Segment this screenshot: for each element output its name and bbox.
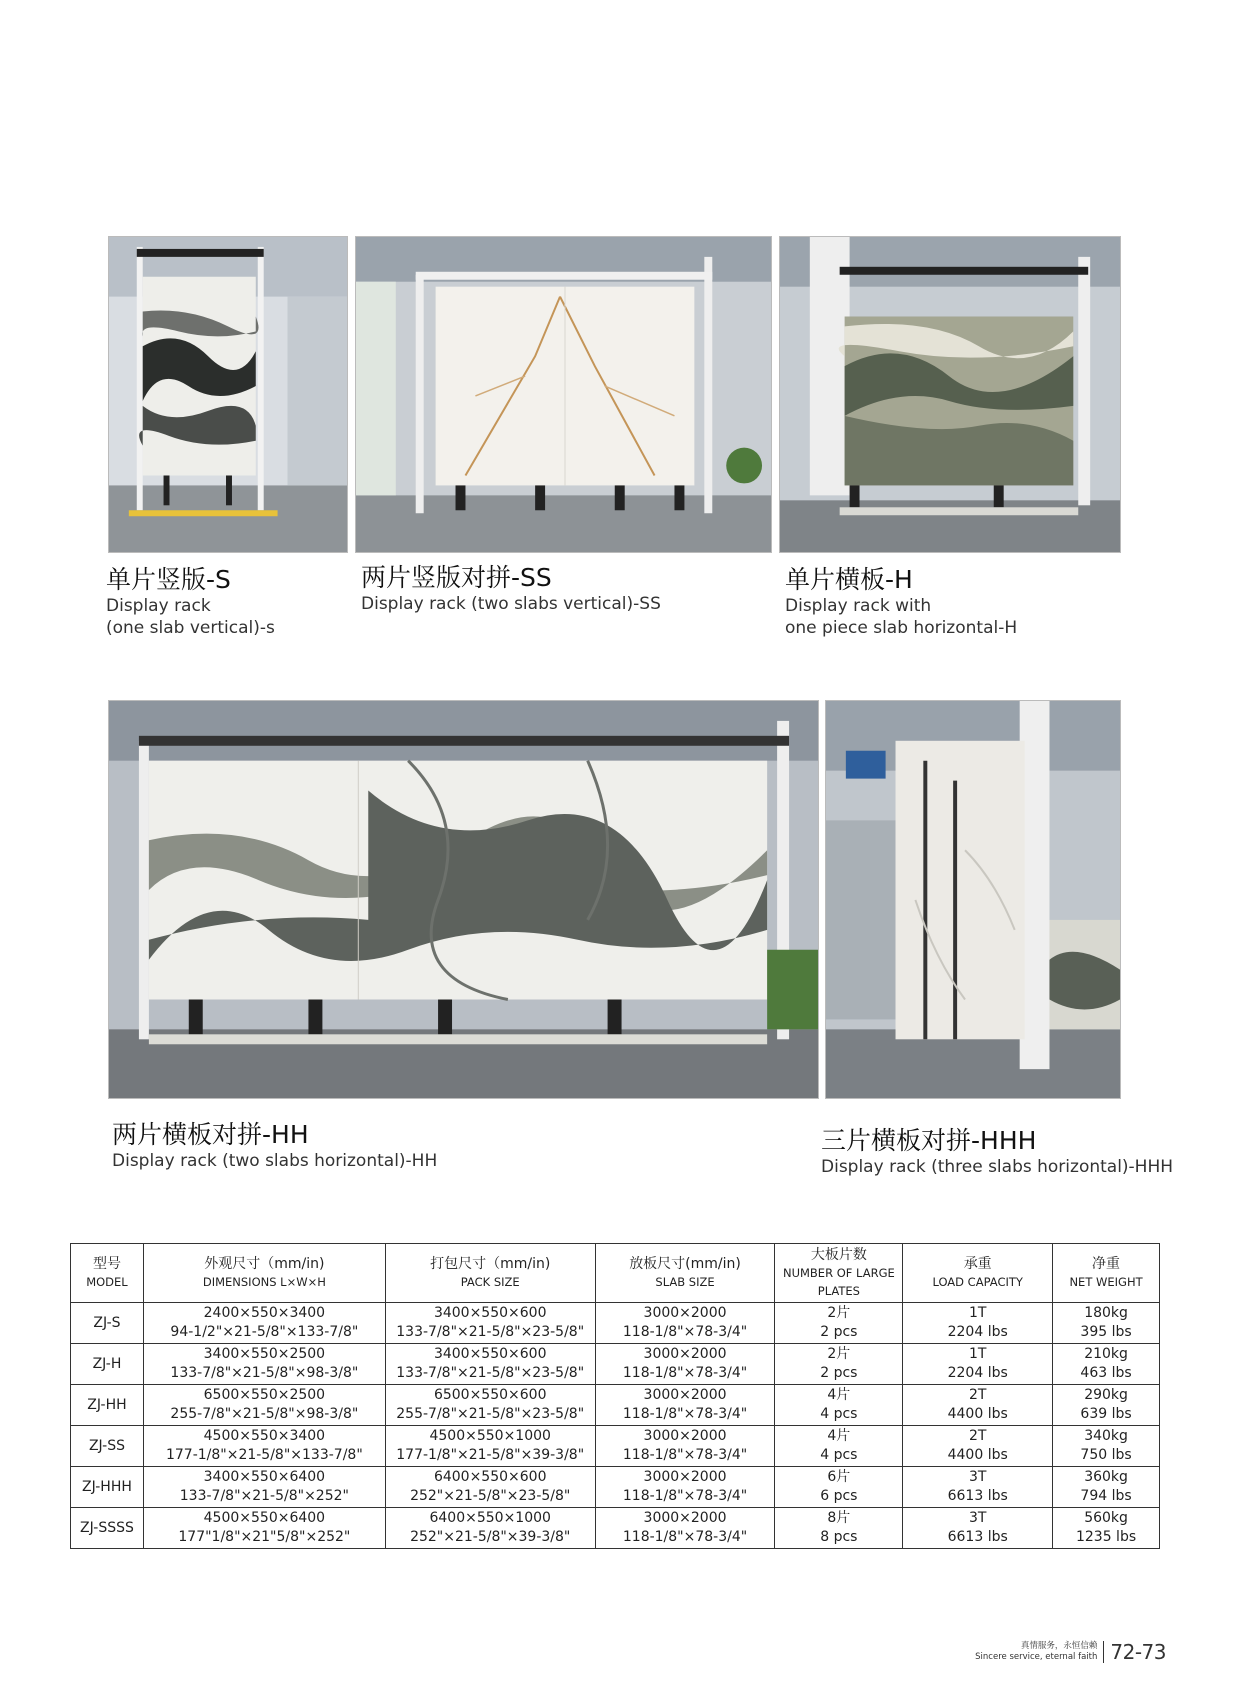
header-dimensions: 外观尺寸（mm/in) DIMENSIONS L×W×H: [143, 1244, 385, 1303]
cell-weight: 360kg 794 lbs: [1053, 1467, 1160, 1508]
caption-two-horizontal: [112, 1120, 437, 1172]
caption-zh: 三片横板对拼-HHH: [821, 1126, 1037, 1155]
caption-zh: 两片竖版对拼-SS: [361, 563, 552, 592]
cell-weight: 560kg 1235 lbs: [1053, 1508, 1160, 1549]
cell-weight: 290kg 639 lbs: [1053, 1385, 1160, 1426]
cell-number: 4片 4 pcs: [775, 1426, 903, 1467]
caption-three-horizontal: [821, 1126, 1173, 1178]
cell-slab-size: 3000×2000 118-1/8"×78-3/4": [595, 1508, 775, 1549]
header-pack-size: 打包尺寸（mm/in) PACK SIZE: [385, 1244, 595, 1303]
cell-pack-size: 6400×550×1000 252"×21-5/8"×39-3/8": [385, 1508, 595, 1549]
table-row: [71, 1508, 1160, 1549]
cell-pack-size: 3400×550×600 133-7/8"×21-5/8"×23-5/8": [385, 1303, 595, 1344]
cell-load: 3T 6613 lbs: [903, 1508, 1053, 1549]
caption-en-line1: Display rack (three slabs horizontal)-HHH: [821, 1157, 1174, 1177]
cell-load: 1T 2204 lbs: [903, 1344, 1053, 1385]
caption-en-line2: one piece slab horizontal-H: [785, 618, 1018, 638]
caption-two-vertical: [361, 563, 661, 615]
cell-model: ZJ-SSSS: [71, 1508, 144, 1549]
header-net-weight: 净重 NET WEIGHT: [1053, 1244, 1160, 1303]
caption-zh: 单片横板-H: [785, 565, 913, 594]
caption-en-line1: Display rack: [106, 596, 211, 616]
caption-en-line1: Display rack (two slabs vertical)-SS: [361, 594, 661, 614]
caption-single-vertical: [106, 565, 275, 639]
photo-three-horizontal-rack: [825, 700, 1121, 1099]
cell-number: 2片 2 pcs: [775, 1344, 903, 1385]
cell-slab-size: 3000×2000 118-1/8"×78-3/4": [595, 1303, 775, 1344]
cell-load: 2T 4400 lbs: [903, 1385, 1053, 1426]
cell-number: 6片 6 pcs: [775, 1467, 903, 1508]
cell-pack-size: 6400×550×600 252"×21-5/8"×23-5/8": [385, 1467, 595, 1508]
table-row: [71, 1385, 1160, 1426]
photo-two-vertical-rack: [355, 236, 772, 553]
cell-number: 2片 2 pcs: [775, 1303, 903, 1344]
cell-model: ZJ-H: [71, 1344, 144, 1385]
table-header-row: [71, 1244, 1160, 1303]
caption-en-line1: Display rack (two slabs horizontal)-HH: [112, 1151, 438, 1171]
page-footer: [975, 1640, 1166, 1664]
cell-model: ZJ-HH: [71, 1385, 144, 1426]
caption-zh: 单片竖版-S: [106, 565, 231, 594]
table-row: [71, 1467, 1160, 1508]
cell-number: 8片 8 pcs: [775, 1508, 903, 1549]
cell-slab-size: 3000×2000 118-1/8"×78-3/4": [595, 1426, 775, 1467]
photo-two-horizontal-rack: [108, 700, 819, 1099]
cell-weight: 210kg 463 lbs: [1053, 1344, 1160, 1385]
header-load-capacity: 承重 LOAD CAPACITY: [903, 1244, 1053, 1303]
footer-slogan-en: Sincere service, eternal faith: [975, 1652, 1098, 1662]
cell-load: 1T 2204 lbs: [903, 1303, 1053, 1344]
spec-table: [70, 1243, 1160, 1549]
cell-weight: 340kg 750 lbs: [1053, 1426, 1160, 1467]
cell-dimensions: 3400×550×2500 133-7/8"×21-5/8"×98-3/8": [143, 1344, 385, 1385]
cell-slab-size: 3000×2000 118-1/8"×78-3/4": [595, 1344, 775, 1385]
cell-model: ZJ-HHH: [71, 1467, 144, 1508]
cell-dimensions: 3400×550×6400 133-7/8"×21-5/8"×252": [143, 1467, 385, 1508]
cell-load: 3T 6613 lbs: [903, 1467, 1053, 1508]
table-row: [71, 1426, 1160, 1467]
cell-slab-size: 3000×2000 118-1/8"×78-3/4": [595, 1385, 775, 1426]
header-model: 型号 MODEL: [71, 1244, 144, 1303]
cell-dimensions: 2400×550×3400 94-1/2"×21-5/8"×133-7/8": [143, 1303, 385, 1344]
header-slab-size: 放板尺寸(mm/in) SLAB SIZE: [595, 1244, 775, 1303]
cell-dimensions: 4500×550×3400 177-1/8"×21-5/8"×133-7/8": [143, 1426, 385, 1467]
cell-dimensions: 4500×550×6400 177"1/8"×21"5/8"×252": [143, 1508, 385, 1549]
cell-weight: 180kg 395 lbs: [1053, 1303, 1160, 1344]
table-row: [71, 1303, 1160, 1344]
photo-single-vertical-rack: [108, 236, 348, 553]
photo-single-horizontal-rack: [779, 236, 1121, 553]
cell-dimensions: 6500×550×2500 255-7/8"×21-5/8"×98-3/8": [143, 1385, 385, 1426]
cell-load: 2T 4400 lbs: [903, 1426, 1053, 1467]
cell-pack-size: 4500×550×1000 177-1/8"×21-5/8"×39-3/8": [385, 1426, 595, 1467]
caption-single-horizontal: [785, 565, 1017, 639]
footer-slogan: [975, 1641, 1104, 1663]
caption-en-line2: (one slab vertical)-s: [106, 618, 275, 638]
cell-model: ZJ-SS: [71, 1426, 144, 1467]
cell-pack-size: 6500×550×600 255-7/8"×21-5/8"×23-5/8": [385, 1385, 595, 1426]
header-number-of-plates: 大板片数 NUMBER OF LARGE PLATES: [775, 1244, 903, 1303]
page-number: 72-73: [1110, 1640, 1166, 1664]
caption-zh: 两片横板对拼-HH: [112, 1120, 309, 1149]
footer-slogan-zh: 真情服务，永恒信赖: [1020, 1641, 1098, 1651]
cell-model: ZJ-S: [71, 1303, 144, 1344]
table-row: [71, 1344, 1160, 1385]
cell-pack-size: 3400×550×600 133-7/8"×21-5/8"×23-5/8": [385, 1344, 595, 1385]
cell-slab-size: 3000×2000 118-1/8"×78-3/4": [595, 1467, 775, 1508]
caption-en-line1: Display rack with: [785, 596, 932, 616]
cell-number: 4片 4 pcs: [775, 1385, 903, 1426]
